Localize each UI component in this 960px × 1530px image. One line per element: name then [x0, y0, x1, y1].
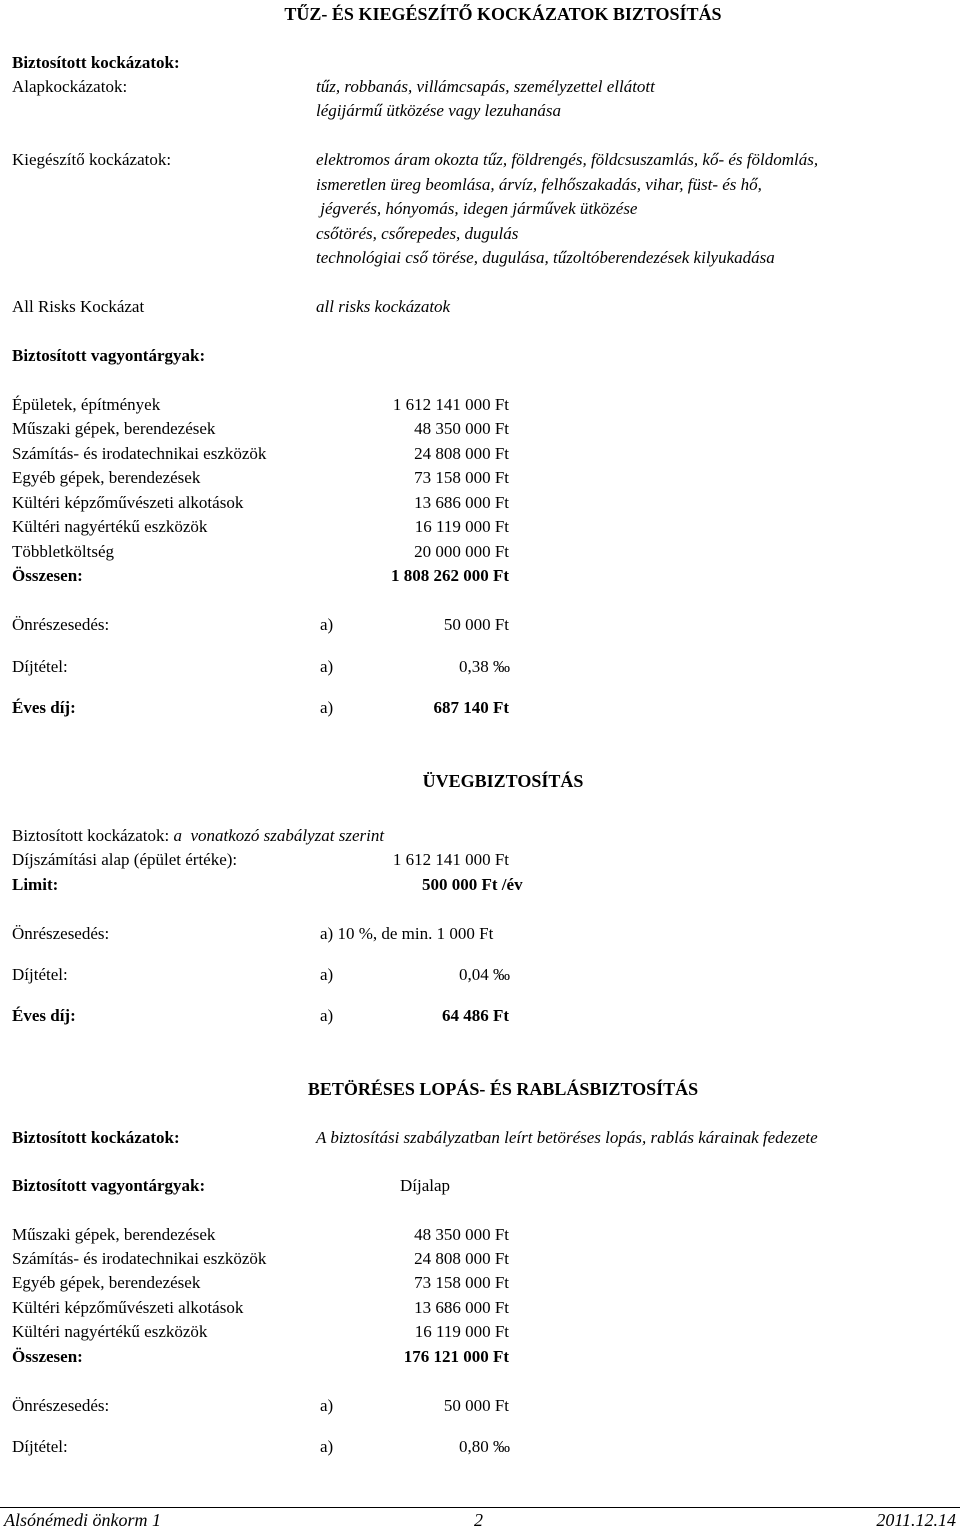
rate-value: 0,38 ‰ [459, 657, 510, 676]
glass-rate-value: 0,04 ‰ [459, 965, 510, 984]
glass-limit [422, 875, 523, 895]
deductible-label: Önrészesedés: [12, 615, 110, 634]
theft-asset-name: Műszaki gépek, berendezések [12, 1225, 216, 1244]
asset-value: 13 686 000 Ft [414, 493, 509, 512]
asset-name: Számítás- és irodatechnikai eszközök [12, 444, 267, 463]
glass-rate-label: Díjtétel: [12, 965, 68, 984]
premium-option: a) [320, 698, 334, 717]
extra-risks-label: Kiegészítő kockázatok: [12, 150, 172, 169]
theft-asset-value: 24 808 000 Ft [414, 1249, 509, 1268]
theft-total-value: 176 121 000 Ft [403, 1347, 509, 1366]
glass-deductible-label: Önrészesedés: [12, 924, 110, 943]
asset-name: Egyéb gépek, berendezések [12, 468, 201, 487]
theft-asset-name: Kültéri nagyértékű eszközök [12, 1322, 208, 1341]
asset-value: 1 612 141 000 Ft [392, 395, 509, 414]
asset-name: Épületek, építmények [12, 395, 161, 414]
footer-left: Alsónémedi önkorm 1 [4, 1510, 161, 1530]
premium-value: 687 140 Ft [433, 698, 509, 717]
glass-deductible-value: a) 10 %, de min. 1 000 Ft [320, 924, 494, 943]
theft-section-title: BETÖRÉSES LOPÁS- ÉS RABLÁSBIZTOSÍTÁS [307, 1079, 699, 1099]
theft-assets-heading: Biztosított vagyontárgyak: [12, 1176, 206, 1195]
asset-value: 48 350 000 Ft [414, 419, 509, 438]
extra-risks-line: elektromos áram okozta tűz, földrengés, földcsuszamlás, kő- és földomlás, [316, 150, 819, 169]
glass-limit-unit: /év [497, 875, 523, 894]
theft-asset-value: 16 119 000 Ft [414, 1322, 509, 1341]
theft-total-label: Összesen: [12, 1347, 83, 1366]
fire-assets-heading: Biztosított vagyontárgyak: [12, 346, 206, 365]
extra-risks-line: jégverés, hónyomás, idegen járművek ütközése [316, 199, 638, 218]
theft-asset-value: 13 686 000 Ft [414, 1298, 509, 1317]
theft-deductible-value: 50 000 Ft [443, 1396, 509, 1415]
theft-risks-value: A biztosítási szabályzatban leírt betöréses lopás, rablás kárainak fedezete [316, 1128, 818, 1147]
basic-risks-line: légijármű ütközése vagy lezuhanása [316, 101, 562, 120]
glass-risks-value: a vonatkozó szabályzat szerint [169, 826, 385, 845]
glass-limit-value: 500 000 Ft [422, 875, 498, 894]
allrisk-value: all risks kockázatok [316, 297, 451, 316]
glass-rate-option: a) [320, 965, 334, 984]
asset-name: Műszaki gépek, berendezések [12, 419, 216, 438]
asset-name: Többletköltség [12, 542, 114, 561]
footer-rule [0, 1507, 960, 1508]
theft-asset-name: Számítás- és irodatechnikai eszközök [12, 1249, 267, 1268]
asset-value: 16 119 000 Ft [414, 517, 509, 536]
basic-risks-label: Alapkockázatok: [12, 77, 128, 96]
asset-value: 73 158 000 Ft [414, 468, 509, 487]
extra-risks-line: ismeretlen üreg beomlása, árvíz, felhőszakadás, vihar, füst- és hő, [316, 175, 762, 194]
glass-premium-option: a) [320, 1006, 334, 1025]
glass-risks-line [12, 826, 384, 846]
deductible-value: 50 000 Ft [443, 615, 509, 634]
theft-asset-name: Kültéri képzőművészeti alkotások [12, 1298, 244, 1317]
theft-base-heading: Díjalap [400, 1176, 451, 1195]
theft-rate-value: 0,80 ‰ [459, 1437, 510, 1456]
extra-risks-line: csőtörés, csőrepedes, dugulás [316, 224, 519, 243]
rate-label: Díjtétel: [12, 657, 68, 676]
premium-label: Éves díj: [12, 698, 76, 717]
theft-asset-value: 73 158 000 Ft [414, 1273, 509, 1292]
glass-premium-label: Éves díj: [12, 1006, 76, 1025]
glass-base-value: 1 612 141 000 Ft [392, 850, 509, 869]
glass-section-title: ÜVEGBIZTOSÍTÁS [422, 771, 584, 791]
glass-base-label: Díjszámítási alap (épület értéke): [12, 850, 238, 869]
extra-risks-line: technológiai cső törése, dugulása, tűzoltóberendezések kilyukadása [316, 248, 775, 267]
basic-risks-line: tűz, robbanás, villámcsapás, személyzettel ellátott [316, 77, 655, 96]
theft-asset-value: 48 350 000 Ft [414, 1225, 509, 1244]
total-value: 1 808 262 000 Ft [390, 566, 509, 585]
theft-rate-option: a) [320, 1437, 334, 1456]
fire-risks-heading: Biztosított kockázatok: [12, 53, 180, 72]
footer-date: 2011.12.14 [876, 1510, 956, 1530]
asset-name: Kültéri nagyértékű eszközök [12, 517, 208, 536]
rate-option: a) [320, 657, 334, 676]
footer-page-number: 2 [474, 1510, 483, 1530]
theft-rate-label: Díjtétel: [12, 1437, 68, 1456]
theft-risks-heading: Biztosított kockázatok: [12, 1128, 180, 1147]
asset-value: 24 808 000 Ft [414, 444, 509, 463]
theft-asset-name: Egyéb gépek, berendezések [12, 1273, 201, 1292]
glass-risks-label: Biztosított kockázatok: [12, 826, 170, 845]
theft-deductible-option: a) [320, 1396, 334, 1415]
allrisk-label: All Risks Kockázat [12, 297, 145, 316]
deductible-option: a) [320, 615, 334, 634]
asset-value: 20 000 000 Ft [414, 542, 509, 561]
total-label: Összesen: [12, 566, 83, 585]
fire-section-title: TŰZ- ÉS KIEGÉSZÍTŐ KOCKÁZATOK BIZTOSÍTÁS [284, 4, 722, 24]
asset-name: Kültéri képzőművészeti alkotások [12, 493, 244, 512]
glass-limit-label: Limit: [12, 875, 59, 894]
theft-deductible-label: Önrészesedés: [12, 1396, 110, 1415]
glass-premium-value: 64 486 Ft [441, 1006, 509, 1025]
